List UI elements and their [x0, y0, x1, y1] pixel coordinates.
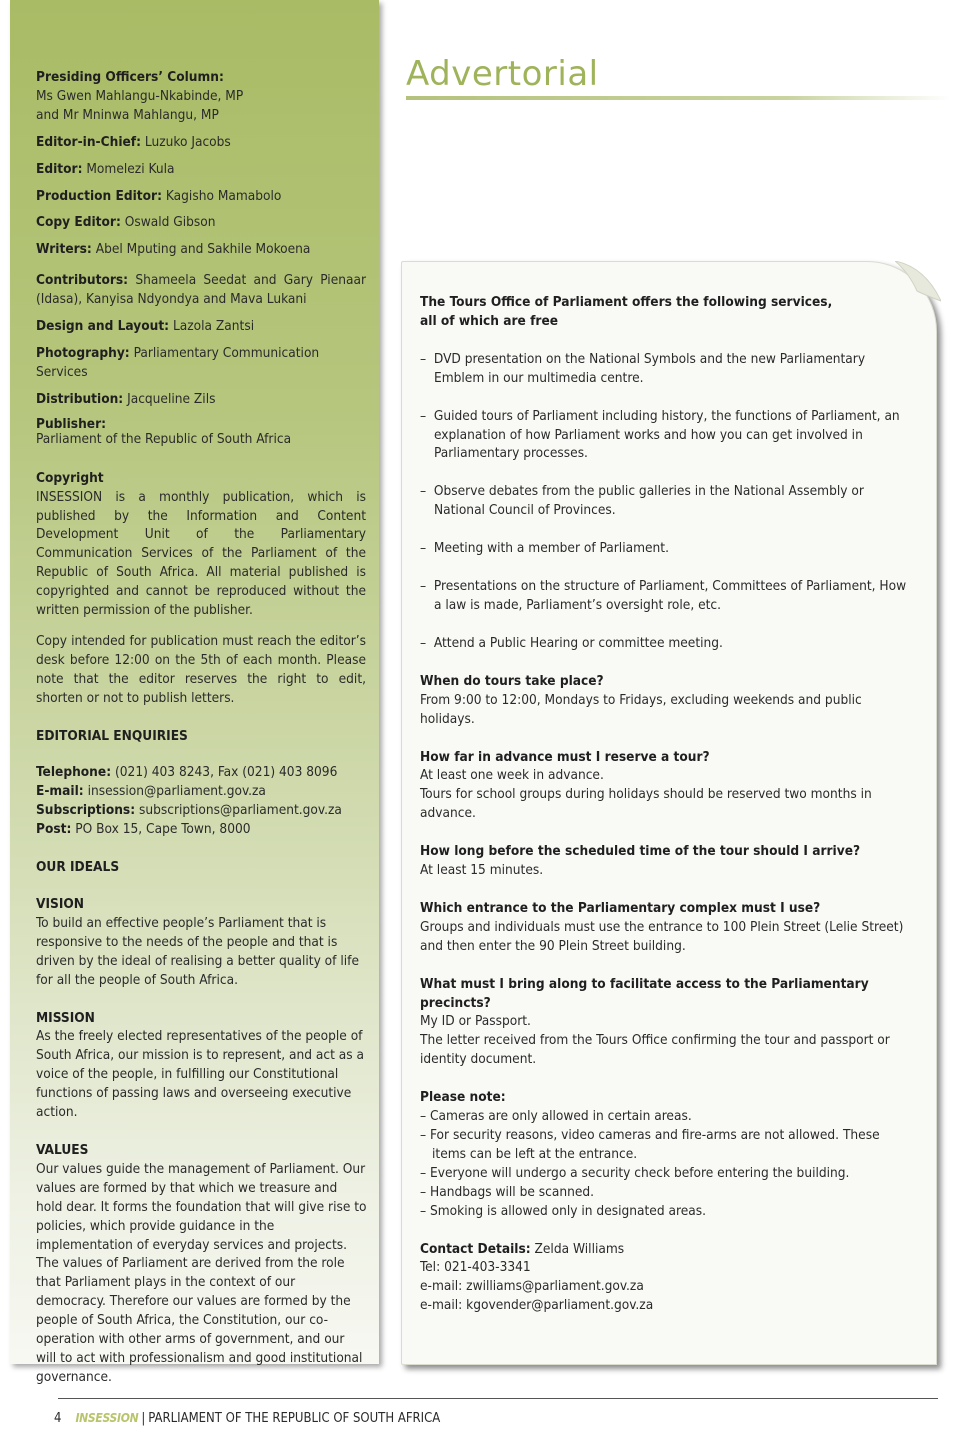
credit-label-design: Design and Layout:	[36, 318, 170, 335]
service-item: – Meeting with a member of Parliament.	[420, 540, 669, 557]
credit-value-writers: Abel Mputing and Sakhile Mokoena	[95, 241, 311, 258]
presiding-line-2: and Mr Mninwa Mahlangu, MP	[36, 106, 219, 123]
telephone-label: Telephone:	[36, 764, 112, 781]
enquiries-heading: EDITORIAL ENQUIRIES	[36, 727, 188, 744]
telephone-value: (021) 403 8243, Fax (021) 403 8096	[114, 764, 338, 781]
question-advance: How far in advance must I reserve a tour?	[420, 748, 710, 765]
email-value: insession@parliament.gov.za	[87, 783, 266, 800]
answer-when: From 9:00 to 12:00, Mondays to Fridays, excluding weekends and public holidays.	[420, 691, 862, 727]
note-item: – Handbags will be scanned.	[420, 1183, 595, 1200]
note-item: – Everyone will undergo a security check before entering the building.	[420, 1164, 850, 1181]
tours-info-box	[401, 261, 937, 1365]
credit-label-photography: Photography:	[36, 344, 130, 361]
answer-bring-2: The letter received from the Tours Office confirming the tour and passport or identity document.	[420, 1032, 890, 1068]
page-footer	[54, 1410, 440, 1427]
contact-tel: Tel: 021-403-3341	[420, 1259, 531, 1276]
credit-value-production-editor: Kagisho Mamabolo	[165, 187, 282, 204]
publisher-label: Publisher:	[36, 415, 107, 432]
section-title: Advertorial	[406, 54, 599, 94]
contact-email-1[interactable]: e-mail: zwilliams@parliament.gov.za	[420, 1278, 644, 1295]
publisher-value: Parliament of the Republic of South Africa	[36, 430, 292, 447]
credit-label-distribution: Distribution:	[36, 390, 124, 407]
page-curl-icon	[895, 261, 941, 307]
copyright-text: INSESSION is a monthly publication, which is published by the Information and Content Development Unit of the Parliamentary Communication Services of the Parliament of the Republic of South Africa. All material published is copyrighted and cannot be reproduced without the written permission of the publisher.	[36, 488, 366, 619]
answer-entrance: Groups and individuals must use the entrance to 100 Plein Street (Lelie Street) and then enter the 90 Plein Street building.	[420, 918, 904, 954]
answer-bring-1: My ID or Passport.	[420, 1013, 531, 1030]
footer-separator: |	[141, 1411, 146, 1426]
masthead-sidebar	[10, 0, 379, 1385]
service-item: – Observe debates from the public galleries in the National Assembly or National Council of Provinces.	[420, 483, 864, 519]
masthead-content	[36, 68, 366, 1387]
credit-label-editor: Editor:	[36, 160, 83, 177]
contact-name: Zelda Williams	[534, 1240, 625, 1257]
credit-value-copy-editor: Oswald Gibson	[124, 214, 216, 231]
values-heading: VALUES	[36, 1141, 89, 1158]
mission-text: As the freely elected representatives of the people of South Africa, our mission is to represent, and act as a voice of the people, in fulfilling our Constitutional functions of passing laws and overseeing executive action.	[36, 1028, 365, 1121]
contact-label: Contact Details:	[420, 1240, 531, 1257]
question-bring: What must I bring along to facilitate access to the Parliamentary precincts?	[420, 975, 869, 1011]
note-heading: Please note:	[420, 1089, 506, 1106]
note-item: – For security reasons, video cameras and fire-arms are not allowed. These items can be left at the entrance.	[420, 1127, 880, 1162]
credit-label-contributors: Contributors:	[36, 272, 129, 289]
question-when: When do tours take place?	[420, 672, 604, 689]
mission-heading: MISSION	[36, 1009, 95, 1026]
post-label: Post:	[36, 821, 72, 838]
credit-label-copy-editor: Copy Editor:	[36, 214, 121, 231]
insession-logo: INSESSION	[75, 1411, 139, 1425]
credit-label-writers: Writers:	[36, 241, 92, 258]
post-value: PO Box 15, Cape Town, 8000	[75, 821, 251, 838]
title-underline	[406, 96, 951, 100]
service-item: – Presentations on the structure of Parliament, Committees of Parliament, How a law is made, Parliament’s oversight role, etc.	[420, 578, 907, 613]
credit-value-photography: Parliamentary Communication Services	[36, 344, 320, 380]
credit-value-design: Lazola Zantsi	[172, 318, 255, 335]
copy-deadline-text: Copy intended for publication must reach the editor’s desk before 12:00 on the 5th of each month. Please note that the editor reserves the right to edit, shorten or not to publish letters.	[36, 632, 366, 706]
credit-value-editor-in-chief: Luzuko Jacobs	[144, 133, 231, 150]
page-number: 4	[54, 1411, 62, 1426]
intro-line-1: The Tours Office of Parliament offers the following services,	[420, 294, 833, 310]
footer-publication: PARLIAMENT OF THE REPUBLIC OF SOUTH AFRICA	[148, 1411, 441, 1426]
service-item: – DVD presentation on the National Symbols and the new Parliamentary Emblem in our multimedia centre.	[420, 350, 866, 386]
service-item: – Attend a Public Hearing or committee meeting.	[420, 634, 723, 651]
values-text: Our values guide the management of Parliament. Our values are formed by that which we treasure and hold dear. It forms the foundation that will give rise to policies, which provide guidance in the implementation of everyday services and projects. The values of Parliament are derived from the role that Parliament plays in the context of our democracy. Therefore our values are formed by the people of South Africa, the Constitution, our co-operation with other arms of government, and our will to act with professionalism and good institutional governance.	[36, 1160, 367, 1385]
question-arrive: How long before the scheduled time of the tour should I arrive?	[420, 843, 861, 860]
credit-value-contributors: Shameela Seedat and Gary Pienaar (Idasa), Kanyisa Ndyondya and Mava Lukani	[36, 272, 366, 308]
vision-text: To build an effective people’s Parliament that is responsive to the needs of the people and that is driven by the ideal of realising a better quality of life for all the people of South Africa.	[36, 914, 359, 988]
presiding-line-1: Ms Gwen Mahlangu-Nkabinde, MP	[36, 87, 244, 104]
answer-advance-1: At least one week in advance.	[420, 767, 604, 784]
answer-arrive: At least 15 minutes.	[420, 862, 544, 879]
credit-value-distribution: Jacqueline Zils	[127, 390, 216, 407]
email-label: E-mail:	[36, 783, 84, 800]
credit-label-editor-in-chief: Editor-in-Chief:	[36, 133, 142, 150]
note-item: – Smoking is allowed only in designated areas.	[420, 1202, 706, 1219]
answer-advance-2: Tours for school groups during holidays should be reserved two months in advance.	[420, 786, 872, 822]
ideals-heading: OUR IDEALS	[36, 859, 120, 876]
copyright-heading: Copyright	[36, 469, 104, 486]
note-item: – Cameras are only allowed in certain areas.	[420, 1108, 692, 1125]
credit-label-production-editor: Production Editor:	[36, 187, 162, 204]
contact-email-2[interactable]: e-mail: kgovender@parliament.gov.za	[420, 1297, 654, 1314]
presiding-label: Presiding Officers’ Column:	[36, 69, 224, 85]
subscriptions-label: Subscriptions:	[36, 802, 136, 819]
service-item: – Guided tours of Parliament including history, the functions of Parliament, an explanation of how Parliament works and how you can get involved in Parliamentary processes.	[420, 407, 900, 462]
subscriptions-value: subscriptions@parliament.gov.za	[139, 802, 342, 819]
question-entrance: Which entrance to the Parliamentary complex must I use?	[420, 899, 821, 916]
footer-rule	[58, 1398, 938, 1399]
credit-value-editor: Momelezi Kula	[86, 160, 175, 177]
intro-line-2: all of which are free	[420, 312, 559, 329]
vision-heading: VISION	[36, 896, 84, 912]
tours-info-content	[420, 293, 912, 1315]
